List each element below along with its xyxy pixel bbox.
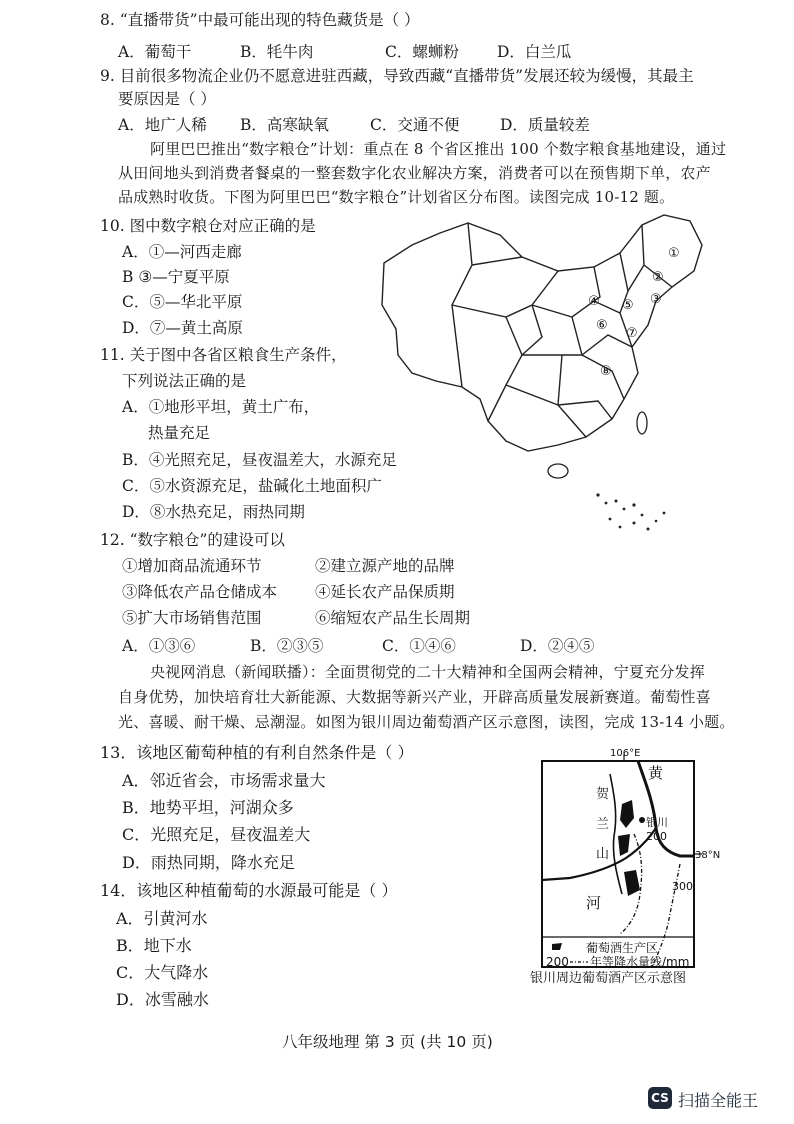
map-marker-8: ⑧ (600, 364, 612, 379)
map-marker-3: ③ (650, 292, 662, 307)
south-sea-islands (596, 493, 665, 530)
q11-option-b: B．④光照充足，昼夜温差大，水源充足 (122, 451, 397, 469)
q8-option-a: A．葡萄干 (118, 43, 192, 61)
river-label-he: 河 (586, 894, 602, 912)
q12-item-5: ⑤扩大市场销售范围 (122, 609, 262, 627)
q12-item-3: ③降低农产品仓储成本 (122, 583, 278, 601)
q10-option-b: B ③—宁夏平原 (122, 268, 230, 286)
camscanner-name: 扫描全能王 (678, 1091, 759, 1110)
q13-option-a: A．邻近省会，市场需求量大 (122, 771, 326, 790)
passage2-line2: 自身优势，加快培育壮大新能源、大数据等新兴产业，开辟高质量发展新赛道。葡萄性喜 (118, 688, 711, 706)
q12-option-c: C．①④⑥ (382, 637, 456, 655)
passage2-line1: 央视网消息（新闻联播）：全面贯彻党的二十大精神和全国两会精神，宁夏充分发挥 (150, 663, 705, 681)
q10-option-d: D．⑦—黄土高原 (122, 319, 243, 337)
isohyet-300-label: 300 (672, 880, 693, 893)
isohyet-200-label: 200 (646, 830, 667, 843)
q8-option-d: D．白兰瓜 (497, 43, 572, 61)
page-footer: 八年级地理 第 3 页 (共 10 页) (282, 1033, 493, 1051)
q9-stem-line1: 9. 目前很多物流企业仍不愿意进驻西藏，导致西藏“直播带货”发展还较为缓慢，其最主 (100, 67, 694, 85)
map-caption: 银川周边葡萄酒产区示意图 (530, 971, 687, 986)
legend-line-value: 200 (546, 955, 569, 969)
yinchuan-city-dot (639, 817, 645, 823)
map-marker-5: ⑤ (622, 298, 634, 313)
q14-option-d: D．冰雪融水 (116, 990, 209, 1009)
camscanner-logo: CS (648, 1087, 672, 1109)
q14-stem: 14．该地区种植葡萄的水源最可能是（ ） (100, 881, 398, 900)
wine-area-south (624, 870, 640, 896)
map-marker-1: ① (668, 246, 680, 261)
q9-stem-line2: 要原因是（ ） (118, 90, 216, 108)
q12-option-b: B．②③⑤ (250, 637, 324, 655)
legend-line-text: 年等降水量线/mm (590, 955, 690, 969)
q11-stem-line2: 下列说法正确的是 (122, 372, 247, 390)
legend-area-label: 葡萄酒生产区 (586, 941, 659, 955)
river-label-huang: 黄 (648, 764, 664, 782)
map-marker-2: ② (652, 270, 664, 285)
city-label: 银川 (646, 816, 668, 829)
yinchuan-wine-map (530, 744, 730, 986)
q12-item-6: ⑥缩短农产品生长周期 (315, 609, 471, 627)
q12-option-d: D．②④⑤ (520, 637, 595, 655)
q10-option-c: C．⑤—华北平原 (122, 293, 243, 311)
q11-option-a: A．①地形平坦，黄土广布， (122, 398, 320, 416)
q11-option-d: D．⑧水热充足，雨热同期 (122, 503, 305, 521)
q13-option-d: D．雨热同期，降水充足 (122, 853, 295, 872)
q9-option-a: A．地广人稀 (118, 116, 207, 134)
wine-area-north (620, 800, 634, 828)
q9-option-c: C．交通不便 (370, 116, 460, 134)
taiwan-island (637, 412, 647, 434)
passage1-line1: 阿里巴巴推出“数字粮仓”计划：重点在 8 个省区推出 100 个数字粮食基地建设，通过 (150, 140, 727, 158)
hainan-island (548, 464, 568, 478)
q11-option-c: C．⑤水资源充足，盐碱化土地面积广 (122, 477, 382, 495)
q11-option-a-cont: 热量充足 (148, 424, 211, 442)
q12-option-a: A．①③⑥ (122, 637, 196, 655)
q12-item-1: ①增加商品流通环节 (122, 557, 262, 575)
map-marker-7: ⑦ (626, 326, 638, 341)
longitude-label: 106°E (610, 748, 641, 759)
mountain-label-shan: 山 (596, 847, 610, 862)
q9-option-b: B．高寒缺氧 (240, 116, 329, 134)
q8-stem: 8. “直播带货”中最可能出现的特色藏货是（ ） (100, 11, 420, 29)
q10-option-a: A．①—河西走廊 (122, 243, 242, 261)
q8-option-b: B．牦牛肉 (240, 43, 314, 61)
q12-stem: 12. “数字粮仓”的建设可以 (100, 531, 285, 549)
q9-option-d: D．质量较差 (500, 116, 590, 134)
q11-stem-line1: 11. 关于图中各省区粮食生产条件， (100, 346, 347, 364)
q14-option-c: C．大气降水 (116, 963, 209, 982)
legend-area-swatch (552, 943, 562, 950)
q13-stem: 13．该地区葡萄种植的有利自然条件是（ ） (100, 743, 414, 762)
q14-option-a: A．引黄河水 (116, 909, 208, 928)
passage1-line2: 从田间地头到消费者餐桌的一整套数字化农业解决方案，消费者可以在预售期下单，农产 (118, 164, 711, 182)
mountain-label-he: 贺 (596, 787, 610, 802)
map-marker-6: ⑥ (596, 318, 608, 333)
passage1-line3: 品成熟时收货。下图为阿里巴巴“数字粮仓”计划省区分布图。读图完成 10-12 题。 (118, 188, 675, 206)
q10-stem: 10. 图中数字粮仓对应正确的是 (100, 217, 316, 235)
q12-item-4: ④延长农产品保质期 (315, 583, 455, 601)
map-marker-4: ④ (588, 294, 600, 309)
q14-option-b: B．地下水 (116, 936, 192, 955)
mountain-label-lan: 兰 (596, 817, 610, 832)
latitude-label: 38°N (695, 850, 721, 861)
passage2-line3: 光、喜暖、耐干燥、忌潮湿。如图为银川周边葡萄酒产区示意图，读图，完成 13-14 小题。 (118, 713, 735, 731)
q13-option-c: C．光照充足，昼夜温差大 (122, 825, 311, 844)
china-province-map (372, 205, 708, 545)
q8-option-c: C．螺蛳粉 (385, 43, 459, 61)
q12-item-2: ②建立源产地的品牌 (315, 557, 455, 575)
wine-area-mid (618, 834, 630, 856)
q13-option-b: B．地势平坦，河湖众多 (122, 798, 294, 817)
helan-mountain-ridge (610, 774, 622, 894)
